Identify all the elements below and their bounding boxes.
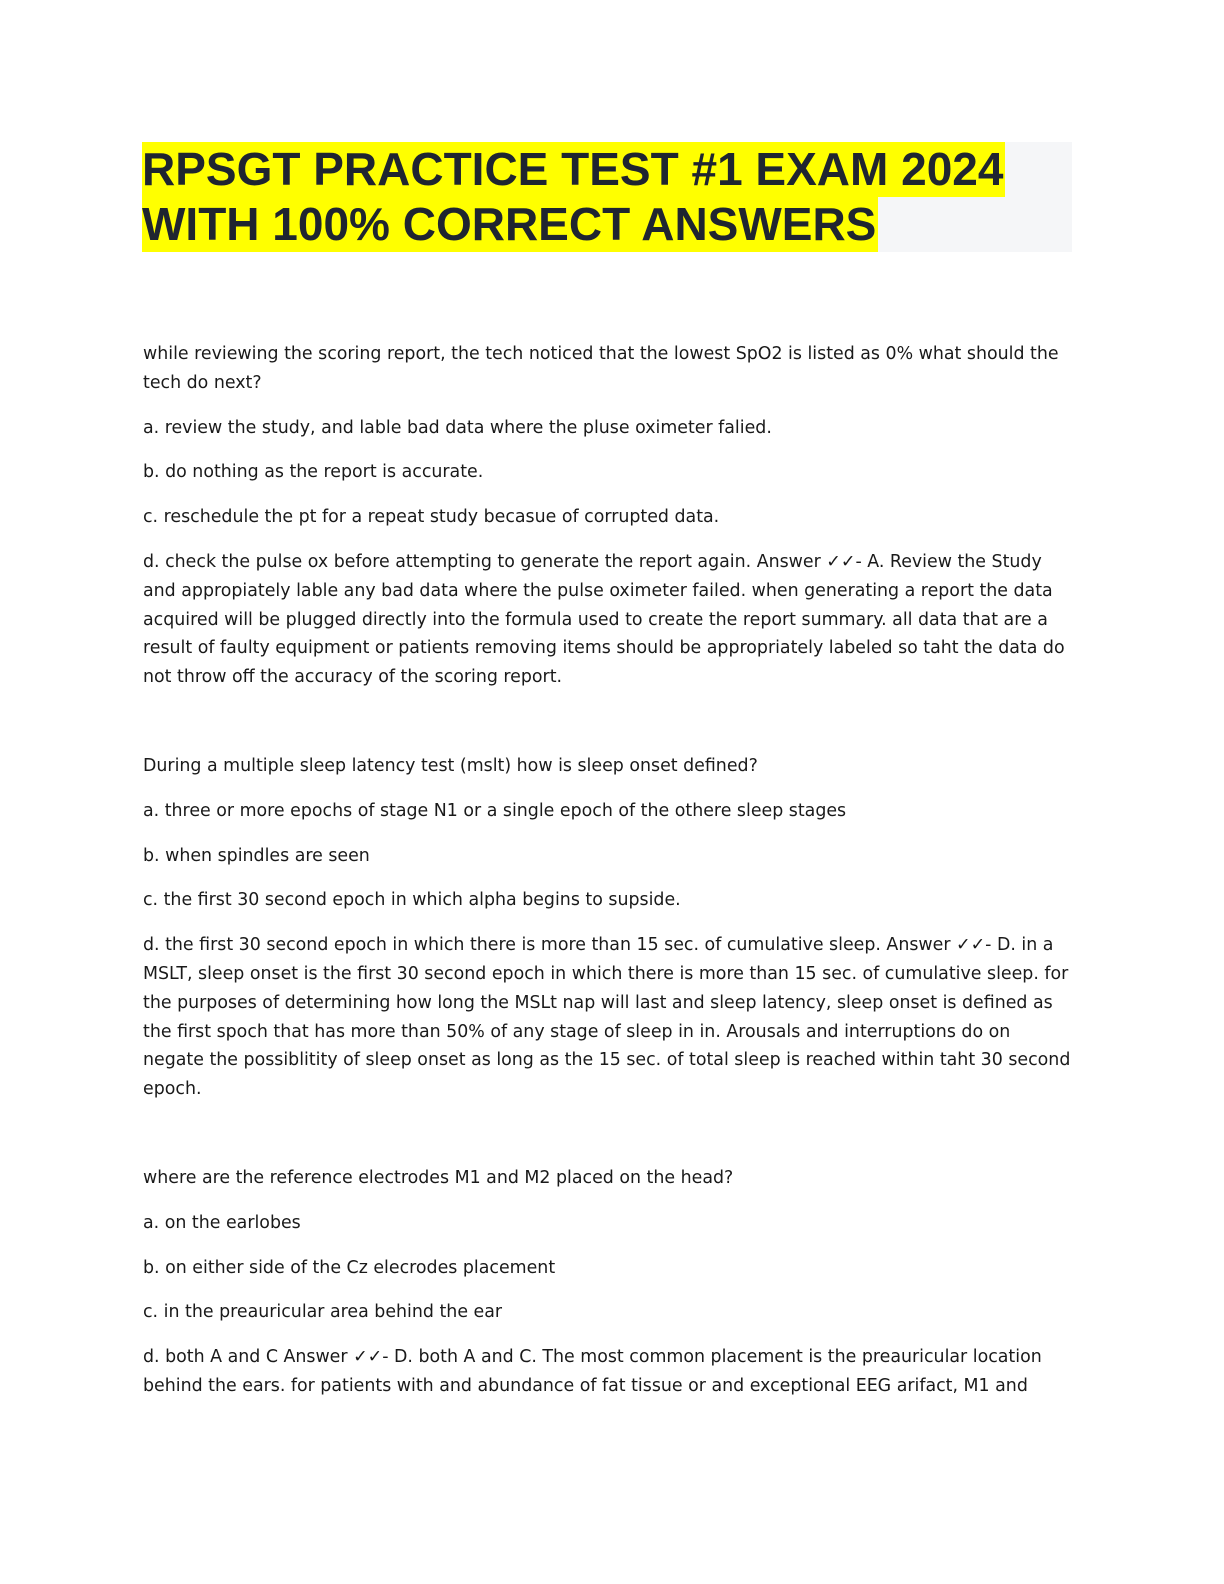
title-block — [142, 142, 1072, 252]
question-text: During a multiple sleep latency test (mslt) how is sleep onset defined? — [143, 755, 758, 776]
option-b: b. on either side of the Cz elecrodes placement — [143, 1257, 556, 1278]
option-a: a. on the earlobes — [143, 1212, 301, 1233]
option-a: a. three or more epochs of stage N1 or a single epoch of the othere sleep stages — [143, 800, 847, 821]
option-c: c. the first 30 second epoch in which alpha begins to supside. — [143, 890, 681, 911]
question-block-1 — [143, 340, 1073, 692]
title-line-1: RPSGT PRACTICE TEST #1 EXAM 2024 — [142, 143, 1004, 195]
question-block-3 — [143, 1164, 1073, 1401]
question-block-2 — [143, 752, 1073, 1104]
question-text: while reviewing the scoring report, the tech noticed that the lowest SpO2 is listed as 0% what should the tech do next? — [143, 344, 1059, 393]
answer-text: - A. Review the Study and appropiately lable any bad data where the pulse oximeter failed. when generating a report the data acquired will be plugged directly into the formula used to create the report summary. all data that are a result of faulty equipment or patients removing items should be appropriately labeled so taht the data do not throw off the accuracy of the scoring report. — [143, 551, 1065, 688]
option-b: b. do nothing as the report is accurate. — [143, 462, 484, 483]
option-d-with-answer — [143, 548, 1073, 692]
check-mark-icon: ✓✓ — [353, 1347, 383, 1368]
question-text: where are the reference electrodes M1 and M2 placed on the head? — [143, 1167, 734, 1188]
check-mark-icon: ✓✓ — [956, 935, 986, 956]
option-d-with-answer — [143, 931, 1073, 1104]
option-c: c. in the preauricular area behind the ear — [143, 1302, 503, 1323]
title-line-2: WITH 100% CORRECT ANSWERS — [142, 198, 877, 250]
answer-text: - D. both A and C. The most common placement is the preauricular location behind the ears. for patients with and abundance of fat tissue or and exceptional EEG arifact, M1 and — [143, 1347, 1042, 1396]
option-b: b. when spindles are seen — [143, 845, 370, 866]
answer-text: - D. in a MSLT, sleep onset is the first 30 second epoch in which there is more than 15 sec. of cumulative sleep. for the purposes of determining how long the MSLt nap will last and sleep latency, sleep onset is defined as the first spoch that has more than 50% of any stage of sleep in in. Arousals and interruptions do on negate the possiblitity of sleep onset as long as the 15 sec. of total sleep is reached within taht 30 second epoch. — [143, 935, 1071, 1100]
check-mark-icon: ✓✓ — [826, 551, 856, 572]
option-a: a. review the study, and lable bad data where the pluse oximeter falied. — [143, 417, 772, 438]
option-d: d. check the pulse ox before attempting to generate the report again. Answer — [143, 551, 821, 572]
option-d: d. the first 30 second epoch in which there is more than 15 sec. of cumulative sleep. Answer — [143, 935, 951, 956]
option-d-with-answer — [143, 1343, 1073, 1401]
option-c: c. reschedule the pt for a repeat study becasue of corrupted data. — [143, 507, 720, 528]
option-d: d. both A and C Answer — [143, 1347, 348, 1368]
document-body — [143, 340, 1073, 1461]
